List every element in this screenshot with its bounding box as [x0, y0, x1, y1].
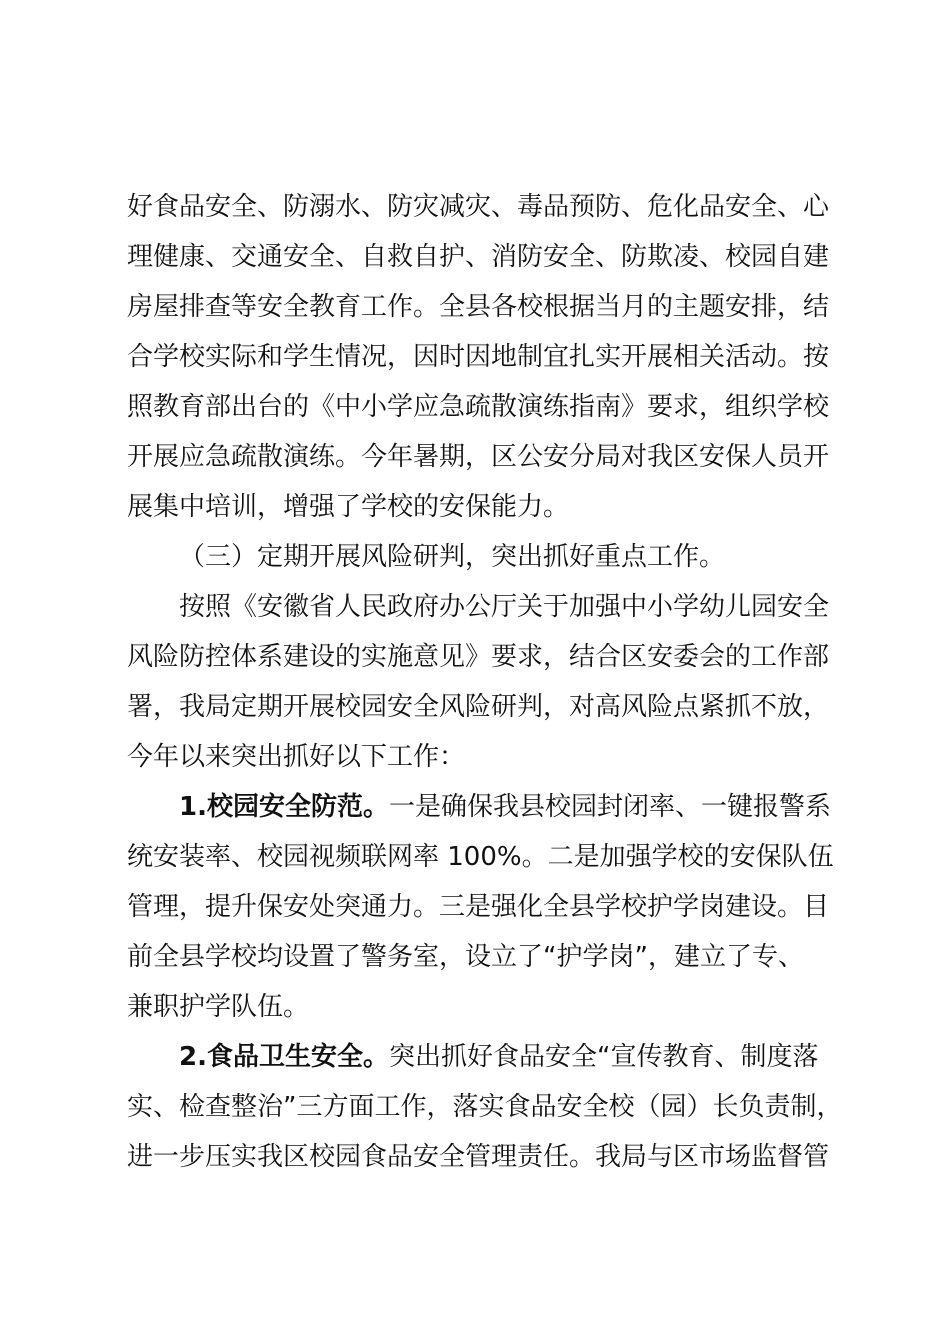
text-line: [179, 787, 891, 827]
text-line: 理健康、交通安全、自救自护、消防安全、防欺凌、校园自建: [127, 242, 830, 272]
text-line: 房屋排查等安全教育工作。全县各校根据当月的主题安排，结: [127, 292, 830, 322]
text-line: 好食品安全、防溺水、防灾减灾、毒品预防、危化品安全、心: [127, 192, 830, 222]
text-line: 统安装率、校园视频联网率 100%。二是加强学校的安保队伍: [127, 842, 834, 872]
text-line: 按照《安徽省人民政府办公厅关于加强中小学幼儿园安全: [179, 592, 830, 622]
item-title: 2.食品卫生安全。: [179, 1042, 389, 1072]
text-line: 管理，提升保安处突通力。三是强化全县学校护学岗建设。目: [127, 892, 830, 922]
section-heading: （三）定期开展风险研判，突出抓好重点工作。: [179, 542, 726, 572]
text-line: 兼职护学队伍。: [127, 992, 310, 1022]
text-line: [179, 1037, 891, 1077]
text-line: 合学校实际和学生情况，因时因地制宜扎实开展相关活动。按: [127, 342, 830, 372]
item-title: 1.校园安全防范。: [179, 792, 389, 822]
text-line: 风险防控体系建设的实施意见》要求，结合区安委会的工作部: [127, 642, 830, 672]
text-line: 署，我局定期开展校园安全风险研判，对高风险点紧抓不放，: [127, 692, 830, 722]
text-line: 开展应急疏散演练。今年暑期，区公安分局对我区安保人员开: [127, 442, 830, 472]
item-text: 一是确保我县校园封闭率、一键报警系: [388, 792, 831, 822]
text-line: 今年以来突出抓好以下工作：: [127, 742, 466, 772]
text-line: 前全县学校均设置了警务室，设立了“护学岗”，建立了专、: [127, 942, 804, 972]
text-line: 照教育部出台的《中小学应急疏散演练指南》要求，组织学校: [127, 392, 830, 422]
text-line: 实、检查整治”三方面工作，落实食品安全校（园）长负责制，: [127, 1092, 843, 1122]
text-line: 展集中培训，增强了学校的安保能力。: [127, 492, 570, 522]
text-line: 进一步压实我区校园食品安全管理责任。我局与区市场监督管: [127, 1142, 830, 1172]
item-text: 突出抓好食品安全“宣传教育、制度落: [388, 1042, 819, 1072]
